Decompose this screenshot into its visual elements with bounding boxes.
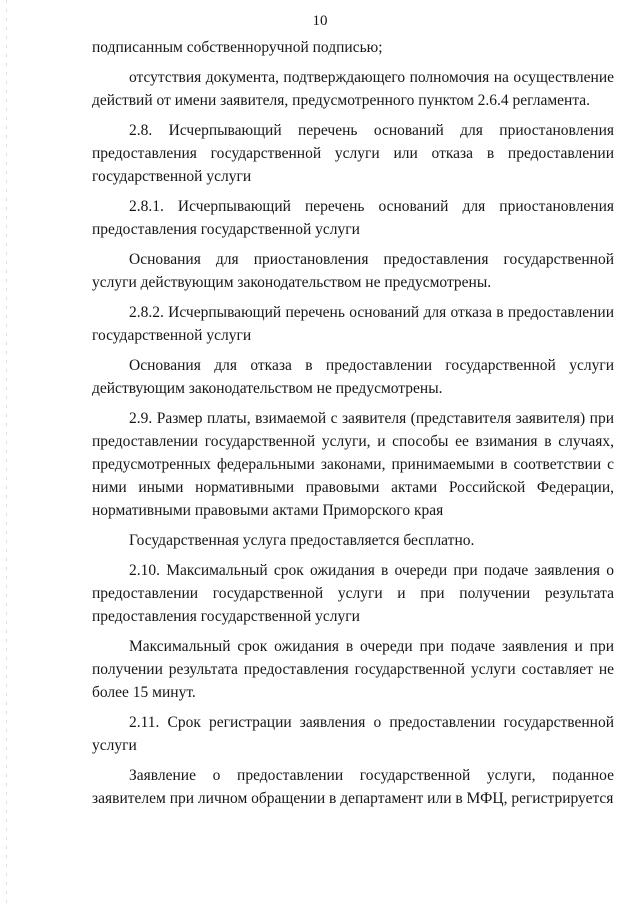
paragraph-suspension-grounds: Основания для приостановления предоставления государственной услуги действующим законодательством не предусмотрены. [92, 251, 614, 291]
document-body [92, 36, 614, 810]
paragraph-continuation: подписанным собственноручной подписью; [92, 39, 383, 56]
paragraph-free-service: Государственная услуга предоставляется бесплатно. [129, 532, 475, 549]
scan-edge-marks [6, 0, 7, 905]
paragraph-registration: Заявление о предоставлении государственной услуги, поданное заявителем при личном обращении в департамент или в МФЦ, регистрируется [92, 767, 614, 807]
page-number: 10 [312, 13, 328, 29]
section-heading-2-8: 2.8. Исчерпывающий перечень оснований для приостановления предоставления государственной услуги или отказа в предоставлении государственной услуги [92, 122, 614, 185]
paragraph-refusal-grounds: Основания для отказа в предоставлении государственной услуги действующим законодательством не предусмотрены. [92, 357, 614, 397]
paragraph-waiting-time: Максимальный срок ожидания в очереди при подаче заявления и при получении результата предоставления государственной услуги составляет не более 15 минут. [92, 638, 614, 701]
section-heading-2-8-2: 2.8.2. Исчерпывающий перечень оснований для отказа в предоставлении государственной услуги [92, 304, 614, 344]
section-heading-2-9: 2.9. Размер платы, взимаемой с заявителя (представителя заявителя) при предоставлении государственной услуги, и способы ее взимания в случаях, предусмотренных федеральными законами, принимаемыми в соответствии с ними иными нормативными правовыми актами Российской Федерации, нормативными правовыми актами Приморского края [92, 410, 614, 519]
paragraph-missing-authority: отсутствия документа, подтверждающего полномочия на осуществление действий от имени заявителя, предусмотренного пунктом 2.6.4 регламента. [92, 69, 614, 109]
section-heading-2-8-1: 2.8.1. Исчерпывающий перечень оснований для приостановления предоставления государственной услуги [92, 198, 614, 238]
section-heading-2-10: 2.10. Максимальный срок ожидания в очереди при подаче заявления о предоставлении государственной услуги и при получении результата предоставления государственной услуги [92, 562, 614, 625]
section-heading-2-11: 2.11. Срок регистрации заявления о предоставлении государственной услуги [92, 714, 614, 754]
